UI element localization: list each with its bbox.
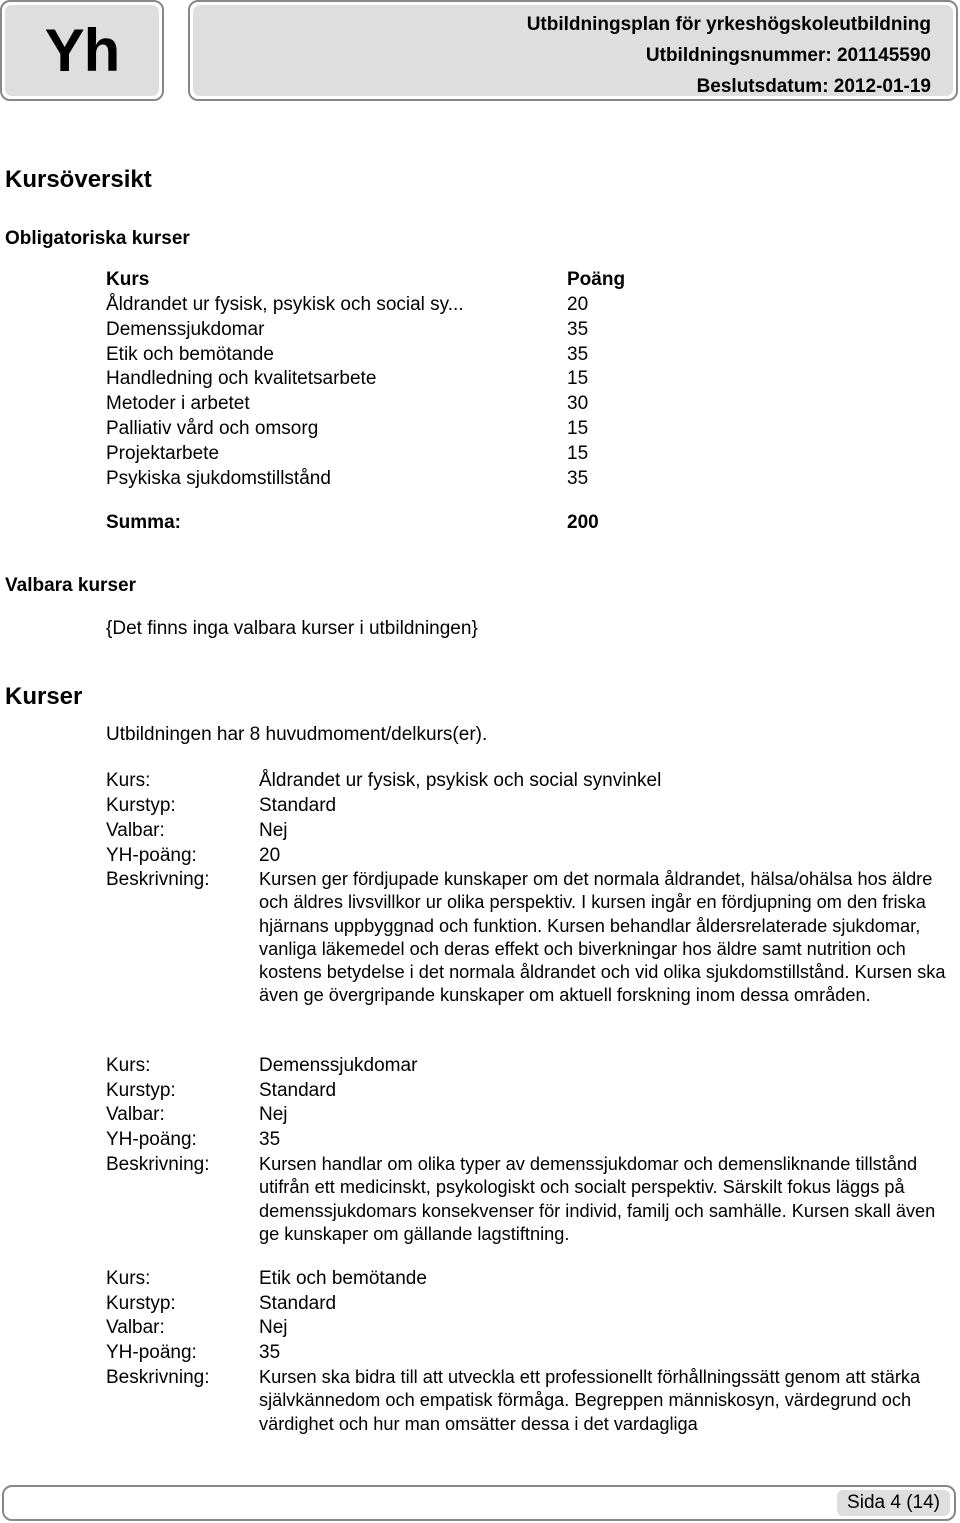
points-label: YH-poäng:: [106, 1129, 197, 1150]
course-type: Standard: [259, 1293, 337, 1314]
page-footer: [2, 1485, 956, 1521]
courses-intro: Utbildningen har 8 huvudmoment/delkurs(er).: [106, 724, 488, 745]
course-points: 35: [259, 1342, 281, 1363]
logo-frame: [0, 0, 164, 101]
course-row-name: Etik och bemötande: [106, 343, 274, 365]
course-row-points: 35: [567, 467, 589, 489]
col-course-header: Kurs: [106, 269, 150, 290]
course-label: Kurs:: [106, 1268, 151, 1289]
course-label: Kurs:: [106, 1055, 151, 1076]
course-row-name: Handledning och kvalitetsarbete: [106, 368, 377, 390]
course-name: Åldrandet ur fysisk, psykisk och social synvinkel: [259, 770, 662, 791]
type-label: Kurstyp:: [106, 795, 176, 816]
points-label: YH-poäng:: [106, 845, 197, 866]
course-points: 35: [259, 1129, 281, 1150]
type-label: Kurstyp:: [106, 1293, 176, 1314]
course-row-points: 15: [567, 442, 589, 464]
program-number: Utbildningsnummer: 201145590: [645, 45, 931, 66]
document-header: [188, 0, 958, 101]
course-row-name: Demenssjukdomar: [106, 318, 265, 340]
course-description: Kursen handlar om olika typer av demenssjukdomar och demensliknande tillstånd utifrån ett medicinskt, psykologiskt och socialt perspektiv. Särskilt fokus läggs på demenssjukdomars konsekvenser för individ, familj och samhälle. Kursen skall även ge kunskaper om gällande lagstiftning.: [259, 1154, 936, 1244]
course-elective: Nej: [259, 820, 288, 841]
description-label: Beskrivning:: [106, 1367, 210, 1388]
course-type: Standard: [259, 1080, 337, 1101]
course-row-points: 15: [567, 368, 589, 390]
type-label: Kurstyp:: [106, 1080, 176, 1101]
course-row-points: 35: [567, 318, 589, 340]
course-row-name: Palliativ vård och omsorg: [106, 418, 319, 439]
course-row-points: 35: [567, 343, 589, 365]
course-name: Etik och bemötande: [259, 1268, 427, 1289]
document-title: Utbildningsplan för yrkeshögskoleutbildning: [526, 14, 931, 35]
course-row-points: 30: [567, 393, 589, 415]
elective-label: Valbar:: [106, 820, 165, 841]
elective-label: Valbar:: [106, 1317, 165, 1338]
course-row-name: Åldrandet ur fysisk, psykisk och social sy...: [106, 294, 464, 315]
yh-logo: Yh: [5, 5, 159, 96]
elective-note: {Det finns inga valbara kurser i utbildningen}: [106, 618, 478, 639]
elective-heading: Valbara kurser: [5, 575, 136, 596]
description-label: Beskrivning:: [106, 1154, 210, 1175]
mandatory-heading: Obligatoriska kurser: [5, 228, 190, 249]
overview-heading: Kursöversikt: [5, 166, 152, 193]
col-points-header: Poäng: [567, 269, 626, 290]
course-type: Standard: [259, 795, 337, 816]
course-row-name: Metoder i arbetet: [106, 393, 250, 415]
elective-label: Valbar:: [106, 1104, 165, 1125]
course-description: Kursen ger fördjupade kunskaper om det normala åldrandet, hälsa/ohälsa hos äldre och äldres livsvillkor ur olika perspektiv. I kursen ingår en fördjupning om den friska hjärnans uppbyggnad och funktion. Kursen behandlar åldersrelaterade sjukdomar, vanliga läkemedel och deras effekt och biverkningar hos äldre samt nutrition och kostens betydelse i det normala åldrandet och vid olika sjukdomstillstånd. Kursen ska även ge övergripande kunskaper om aktuell forskning inom dessa områden.: [259, 869, 946, 1006]
course-name: Demenssjukdomar: [259, 1055, 418, 1076]
description-label: Beskrivning:: [106, 869, 210, 890]
course-row-name: Psykiska sjukdomstillstånd: [106, 467, 331, 489]
course-label: Kurs:: [106, 770, 151, 791]
points-label: YH-poäng:: [106, 1342, 197, 1363]
sum-label: Summa:: [106, 512, 181, 533]
course-points: 20: [259, 845, 281, 866]
page-number: Sida 4 (14): [837, 1490, 950, 1516]
course-elective: Nej: [259, 1317, 288, 1338]
course-description: Kursen ska bidra till att utveckla ett professionellt förhållningssätt genom att stärka självkännedom och empatisk förmåga. Begreppen människosyn, värdegrund och värdighet och hur man omsätter dessa i det vardagliga: [259, 1367, 921, 1434]
decision-date: Beslutsdatum: 2012-01-19: [696, 76, 931, 97]
sum-value: 200: [567, 512, 599, 533]
course-elective: Nej: [259, 1104, 288, 1125]
course-row-points: 20: [567, 294, 589, 315]
course-row-points: 15: [567, 418, 589, 439]
courses-heading: Kurser: [5, 683, 83, 710]
course-row-name: Projektarbete: [106, 442, 220, 464]
